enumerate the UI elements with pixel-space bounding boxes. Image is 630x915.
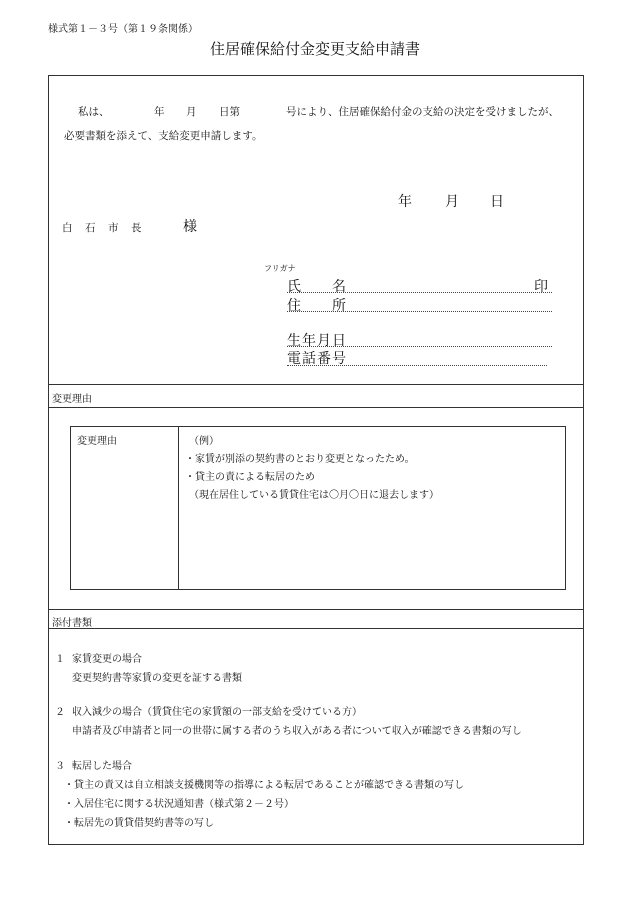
reason-heading-rule bbox=[48, 407, 584, 408]
furigana-label: フリガナ bbox=[264, 264, 296, 273]
phone-underline bbox=[287, 365, 547, 366]
birthdate-underline bbox=[287, 346, 552, 347]
attachment-2-title: 収入減少の場合（賃貸住宅の家賃額の一部支給を受けている方） bbox=[72, 707, 362, 718]
reason-example-3: （現在居住している賃貸住宅は〇月〇日に退去します） bbox=[189, 490, 439, 501]
attachment-2-number: ２ bbox=[55, 707, 65, 718]
attachment-3-line-1: ・貸主の責又は自立相談支援機関等の指導による転居であることが確認できる書類の写し bbox=[64, 780, 464, 791]
intro-rest: 号により、住居確保給付金の支給の決定を受けましたが、 bbox=[286, 106, 559, 118]
name-underline bbox=[287, 292, 552, 293]
date-month: 月 bbox=[445, 194, 459, 210]
attachments-heading-rule bbox=[48, 628, 584, 629]
attachments-top-rule bbox=[48, 609, 584, 610]
intro-line2: 必要書類を添えて、支給変更申請します。 bbox=[64, 130, 263, 142]
birthdate-label: 生年月日 bbox=[287, 333, 347, 349]
reason-heading: 変更理由 bbox=[52, 394, 92, 405]
attachment-1-line: 変更契約書等家賃の変更を証する書類 bbox=[72, 673, 242, 684]
intro-year: 年 bbox=[154, 106, 165, 118]
address-label: 住 所 bbox=[287, 298, 347, 314]
reason-cell-label: 変更理由 bbox=[77, 436, 117, 447]
attachment-3-line-3: ・転居先の賃貸借契約書等の写し bbox=[64, 818, 214, 829]
reason-example-2: ・貸主の責による転居のため bbox=[185, 472, 315, 483]
addressee-name: 白 石 市 長 bbox=[62, 222, 143, 234]
intro-watashi: 私は、 bbox=[78, 106, 110, 118]
seal-mark: 印 bbox=[534, 279, 548, 295]
name-label: 氏 名 bbox=[287, 279, 347, 295]
form-number: 様式第１－３号（第１９条関係） bbox=[48, 24, 198, 35]
address-underline bbox=[287, 311, 552, 312]
page-title: 住居確保給付金変更支給申請書 bbox=[209, 40, 420, 58]
intro-day-no: 日第 bbox=[219, 106, 240, 118]
attachment-3-title: 転居した場合 bbox=[72, 761, 132, 772]
reason-table-divider bbox=[178, 426, 179, 590]
date-year: 年 bbox=[398, 194, 412, 210]
reason-example-label: （例） bbox=[189, 436, 219, 447]
phone-label: 電話番号 bbox=[287, 351, 347, 367]
reason-top-rule bbox=[48, 384, 584, 385]
attachment-1-number: １ bbox=[55, 654, 65, 665]
date-day: 日 bbox=[490, 194, 504, 210]
attachment-2-line: 申請者及び申請者と同一の世帯に属する者のうち収入がある者について収入が確認できる書類の写し bbox=[72, 726, 522, 737]
attachments-heading: 添付書類 bbox=[52, 618, 92, 629]
attachment-3-number: ３ bbox=[55, 761, 65, 772]
reason-example-1: ・家賃が別添の契約書のとおり変更となったため。 bbox=[185, 454, 415, 465]
addressee-sama: 様 bbox=[183, 219, 197, 235]
attachment-1-title: 家賃変更の場合 bbox=[72, 654, 142, 665]
intro-month: 月 bbox=[186, 106, 197, 118]
attachment-3-line-2: ・入居住宅に関する状況通知書（様式第２－２号） bbox=[64, 799, 294, 810]
